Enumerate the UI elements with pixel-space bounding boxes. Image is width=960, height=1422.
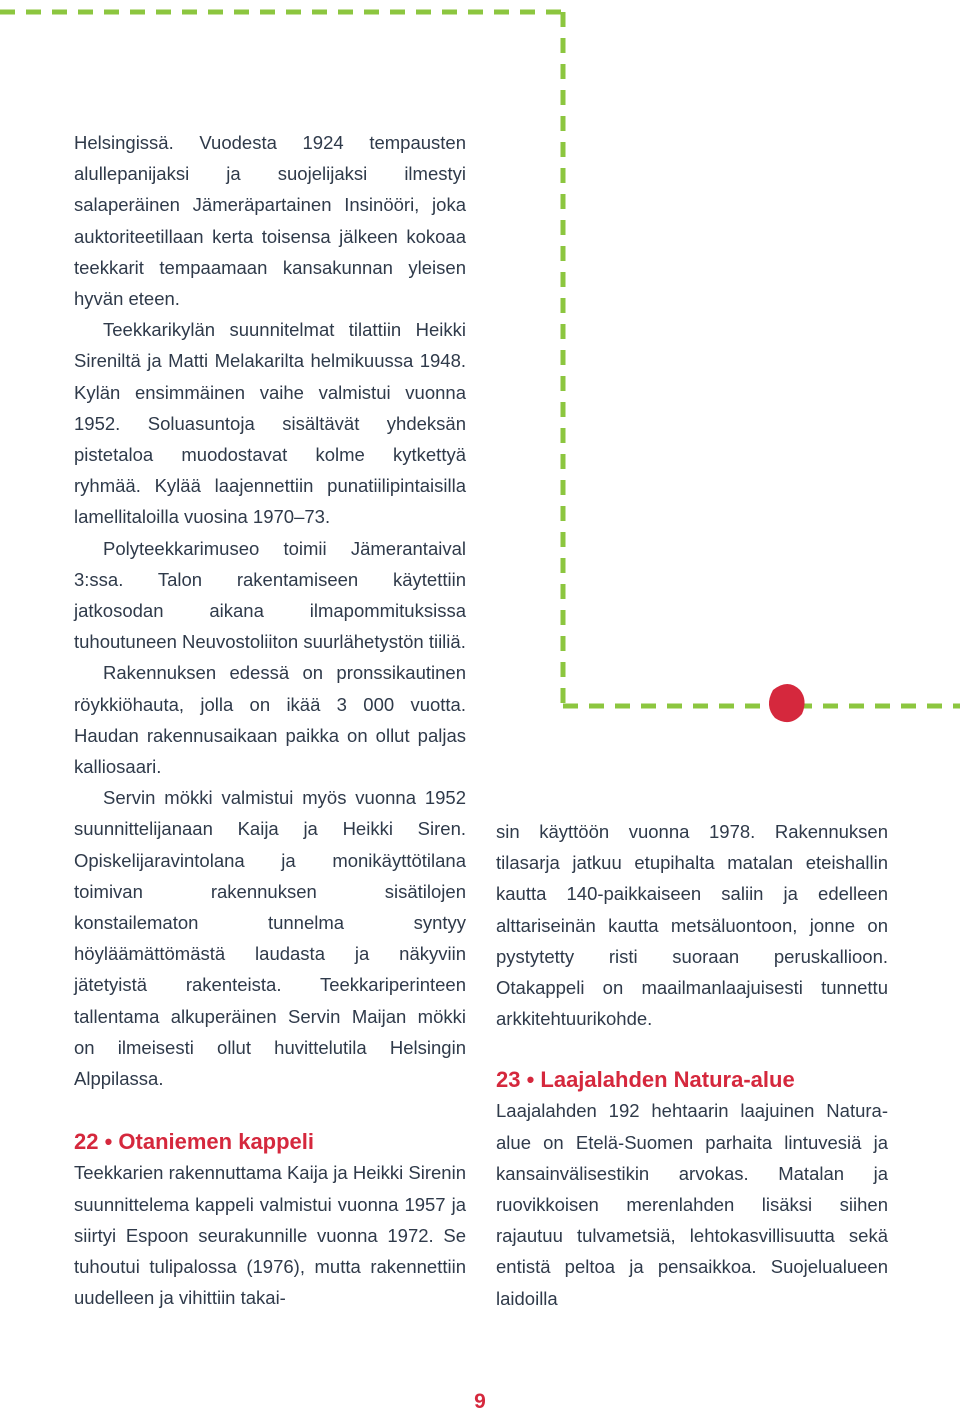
section-heading-laajalahden-natura-alue: 23 • Laajalahden Natura-alue: [496, 1067, 795, 1093]
left-text-column: [74, 127, 466, 1313]
location-marker-icon: [769, 684, 805, 722]
paragraph-helsinki: Helsingissä. Vuodesta 1924 tempausten alullepanijaksi ja suojelijaksi ilmestyi salaperäinen Jämeräpartainen Insinööri, joka auktoriteetillaan kerta toisensa jälkeen kokoaa teekkarit tempaamaan kansakunnan yleisen hyvän eteen.: [74, 132, 466, 310]
page-number: 9: [474, 1390, 486, 1413]
paragraph-laajalahti: Laajalahden 192 hehtaarin laajuinen Natura-alue on Etelä-Suomen parhaita lintuvesiä ja kansainvälisestikin arvokas. Matalan ja ruovikkoisen merenlahden lisäksi siihen rajautuu tulvametsiä, lehtokasvillisuutta sekä entistä peltoa ja pensaikkoa. Suojelualueen laidoilla: [496, 1100, 888, 1309]
paragraph-teekkarikyla: Teekkarikylän suunnitelmat tilattiin Heikki Sireniltä ja Matti Melakarilta helmikuussa 1948. Kylän ensimmäinen vaihe valmistui vuonna 1952. Soluasuntoja sisältävät yhdeksän pistetaloa muodostavat kolme kytkettyä ryhmää. Kylää laajennettiin punatiilipintaisilla lamellitaloilla vuosina 1970–73.: [74, 319, 466, 528]
paragraph-servin-mokki: Servin mökki valmistui myös vuonna 1952 suunnittelijanaan Kaija ja Heikki Siren. Opiskelijaravintolana ja monikäyttötilana toimivan rakennuksen sisätilojen konstailematon tunnelma syntyy höyläämättömästä laudasta ja näkyviin jätetyistä rakenteista. Teekkariperinteen tallentama alkuperäinen Servin Maijan mökki on ilmeisesti ollut huvittelutila Helsingin Alppilassa.: [74, 787, 466, 1090]
paragraph-rakennus-hauta: Rakennuksen edessä on pronssikautinen röykkiöhauta, jolla on ikää 3 000 vuotta. Haudan rakennusaikaan paikka on ollut paljas kalliosaari.: [74, 662, 466, 778]
paragraph-polyteekkarimuseo: Polyteekkarimuseo toimii Jämerantaival 3:ssa. Talon rakentamiseen käytettiin jatkosodan aikana ilmapommituksissa tuhoutuneen Neuvostoliiton suurlähetystön tiiliä.: [74, 537, 466, 653]
section-heading-otaniemen-kappeli: 22 • Otaniemen kappeli: [74, 1129, 315, 1155]
right-text-column: [496, 816, 888, 1314]
paragraph-kappeli-continued: sin käyttöön vuonna 1978. Rakennuksen tilasarja jatkuu etupihalta matalan eteishallin kautta 140-paikkaiseen saliin ja edelleen alttariseinän kautta metsäluontoon, jonne on pystytetty risti suoraan peruskallioon. Otakappeli on maailmanlaajuisesti tunnettu arkkitehtuurikohde.: [496, 821, 888, 1030]
paragraph-kappeli: Teekkarien rakennuttama Kaija ja Heikki Sirenin suunnittelema kappeli valmistui vuonna 1957 ja siirtyi Espoon seurakunnille vuonna 1972. Se tuhoutui tulipalossa (1976), mutta rakennettiin uudelleen ja vihittiin takai-: [74, 1162, 466, 1309]
